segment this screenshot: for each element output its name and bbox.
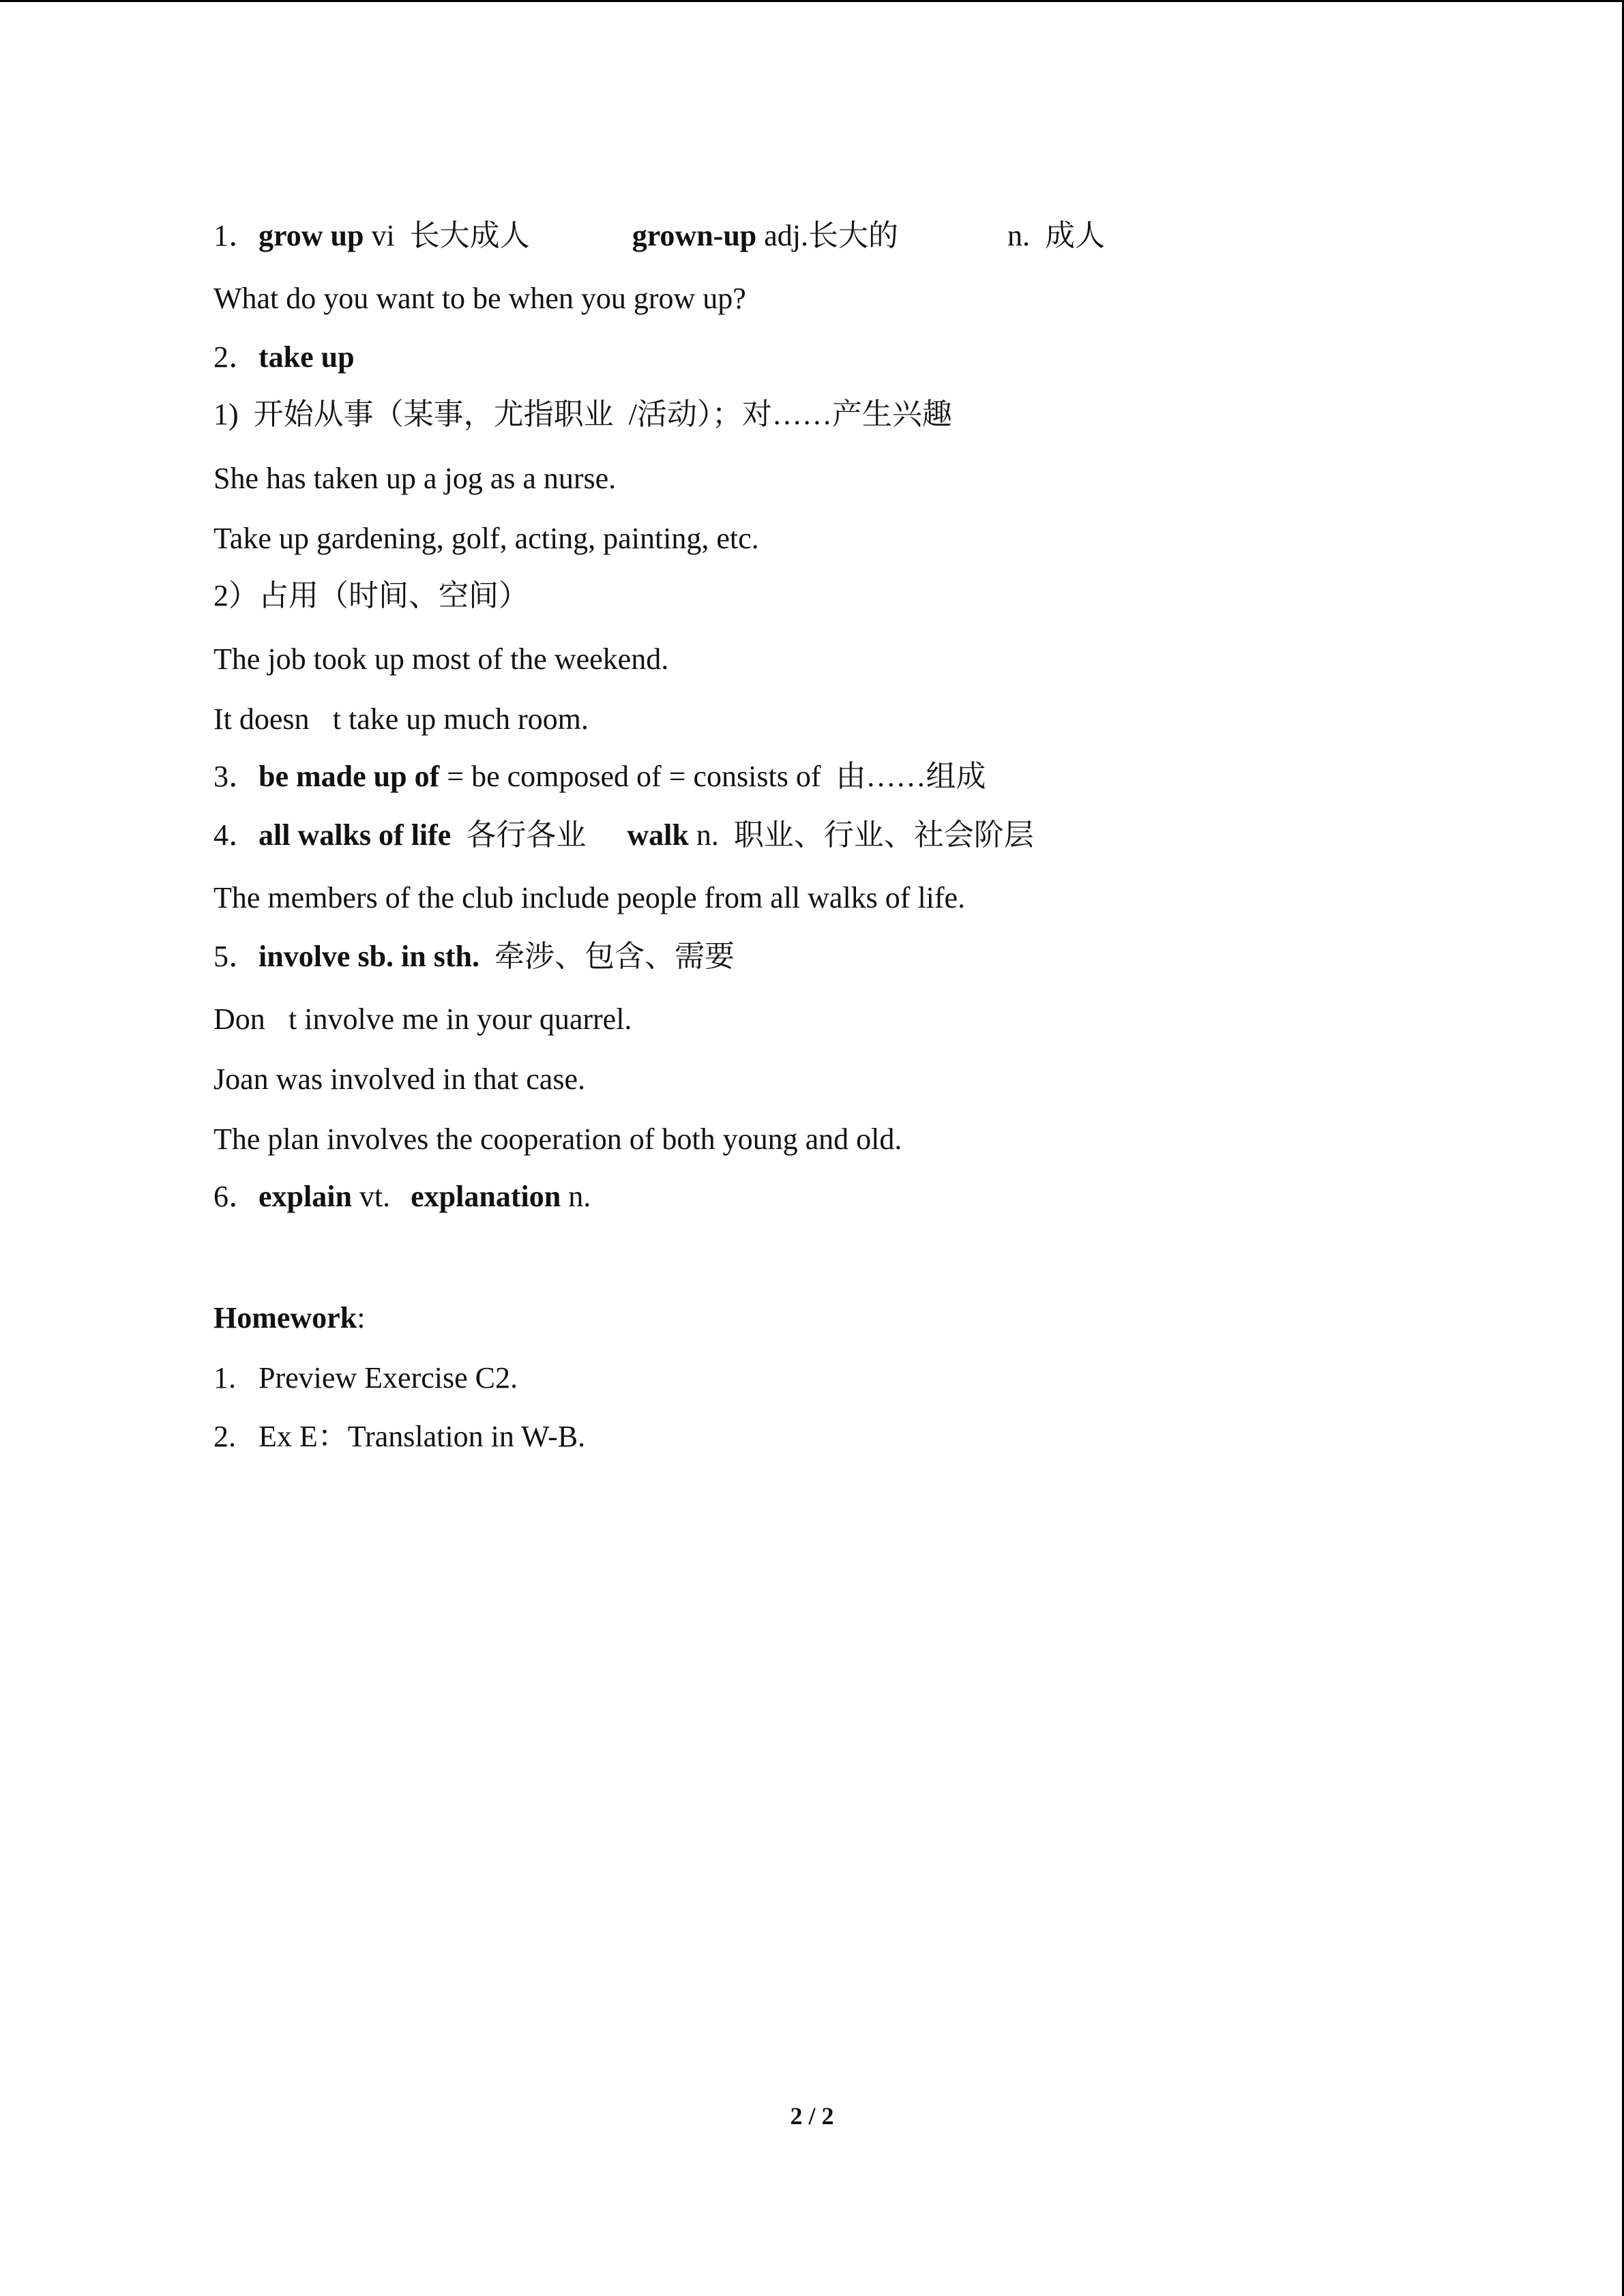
heading-colon: : (357, 1301, 366, 1335)
item-5-line (213, 936, 735, 977)
example-sentence: The members of the club include people from all walks of life. (213, 881, 966, 914)
item-number: 1． (213, 219, 259, 252)
vocab-term: all walks of life (259, 818, 452, 852)
page-top-border (0, 0, 1624, 2)
definition: vt. (351, 1180, 391, 1213)
item-3-line (213, 756, 986, 797)
item-number: 4． (213, 818, 259, 852)
example-sentence: It doesn t take up much room. (213, 702, 589, 736)
homework-heading (213, 1298, 365, 1339)
example-sentence: What do you want to be when you grow up? (213, 282, 746, 315)
sense-line: 2）占用（时间、空间） (213, 579, 529, 612)
definition: adj.长大的 (756, 219, 899, 252)
item-number: 5． (213, 940, 259, 973)
example-sentence: The plan involves the cooperation of both young and old. (213, 1122, 902, 1156)
definition: = be composed of = consists of 由……组成 (439, 760, 986, 793)
example-sentence: She has taken up a jog as a nurse. (213, 462, 617, 495)
vocab-term: take up (259, 340, 355, 374)
homework-task: 2. Ex E：Translation in W-B. (213, 1420, 586, 1453)
item-number: 6． (213, 1180, 259, 1213)
vocab-term: explain (259, 1180, 352, 1213)
item-2-line (213, 337, 355, 378)
definition: n. (561, 1180, 591, 1213)
homework-heading-text: Homework (213, 1301, 357, 1335)
definition: n. 成人 (1007, 219, 1106, 252)
sense-line: 1) 开始从事（某事，尤指职业 /活动）；对……产生兴趣 (213, 398, 952, 431)
definition: n. 职业、行业、社会阶层 (688, 818, 1034, 852)
item-4-line (213, 815, 1034, 856)
vocab-term: involve sb. in sth. (259, 940, 479, 973)
vocab-term: explanation (411, 1180, 561, 1213)
item-number: 2． (213, 340, 259, 374)
item-number: 3． (213, 760, 259, 793)
vocab-term: be made up of (259, 760, 440, 793)
example-sentence: The job took up most of the weekend. (213, 642, 669, 676)
vocab-term: walk (627, 818, 689, 852)
definition: 牵涉、包含、需要 (479, 940, 735, 973)
homework-task: 1. Preview Exercise C2. (213, 1361, 518, 1395)
example-sentence: Joan was involved in that case. (213, 1062, 585, 1096)
example-sentence: Don t involve me in your quarrel. (213, 1002, 632, 1036)
item-1-line (213, 215, 1105, 256)
vocab-term: grow up (259, 219, 364, 252)
definition: 各行各业 (451, 818, 587, 852)
page-number: 2 / 2 (790, 2102, 834, 2130)
item-6-line (213, 1176, 591, 1217)
example-sentence: Take up gardening, golf, acting, painting, etc. (213, 522, 759, 555)
definition: vi 长大成人 (364, 219, 530, 252)
vocab-term: grown-up (632, 219, 757, 252)
